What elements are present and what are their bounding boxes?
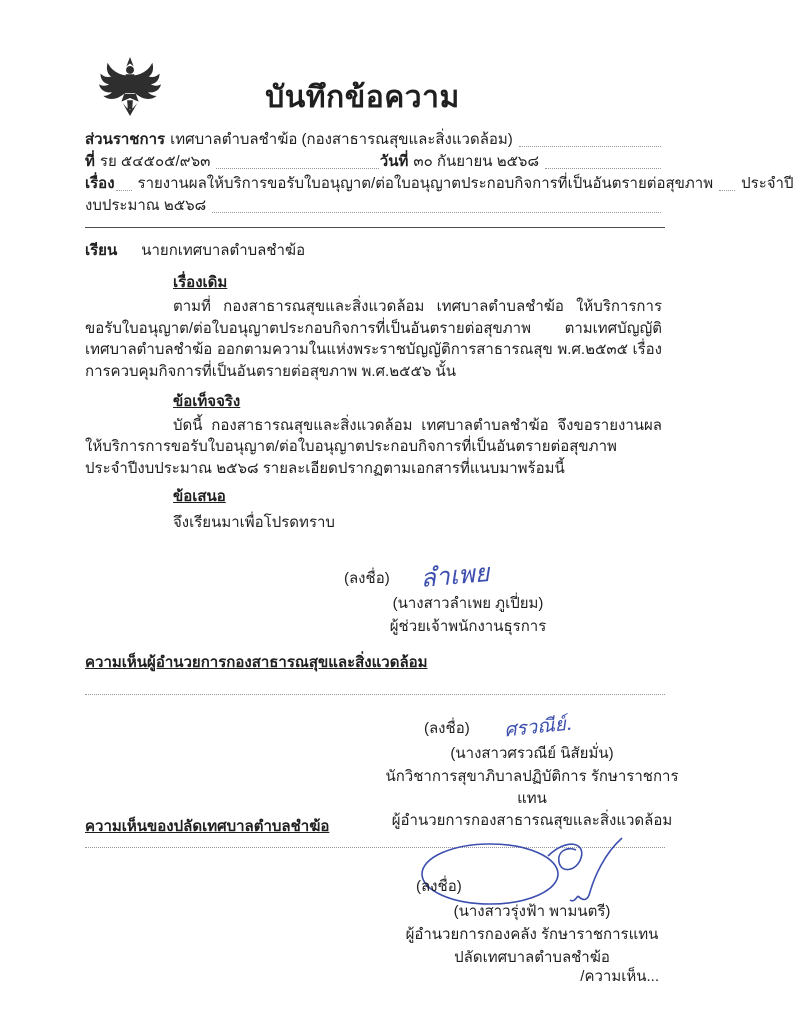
subject-row-2 bbox=[85, 195, 662, 217]
dotted-leader bbox=[116, 190, 132, 191]
signer-position-1: ผู้อำนวยการกองคลัง รักษาราชการแทน bbox=[405, 925, 659, 943]
handwritten-signature: ศรวณีย์. bbox=[502, 712, 573, 742]
header-divider bbox=[85, 227, 665, 228]
signer-name: (นางสาวรุ่งฟ้า พามนตรี) bbox=[453, 903, 611, 920]
subject-value: รายงานผลให้บริการขอรับใบอนุญาต/ต่อใบอนุญาตประกอบกิจการที่เป็นอันตรายต่อสุขภาพ bbox=[137, 175, 714, 193]
signer-position-1: นักวิชาการสุขาภิบาลปฏิบัติการ รักษาราชการแทน bbox=[385, 767, 679, 807]
salutation-row bbox=[85, 240, 305, 262]
closing-line: จึงเรียนมาเพื่อโปรดทราบ bbox=[173, 513, 335, 531]
signer-position-2: ปลัดเทศบาลตำบลชำฆ้อ bbox=[454, 948, 610, 966]
sign-row bbox=[338, 556, 598, 593]
signer-position: ผู้ช่วยเจ้าพนักงานธุรการ bbox=[389, 617, 547, 635]
subject-tail: ประจำปี bbox=[741, 175, 794, 193]
doc-number-label: ที่ bbox=[85, 153, 95, 171]
signer-position-2: ผู้อำนวยการกองสาธารณสุขและสิ่งแวดล้อม bbox=[391, 812, 673, 830]
dotted-leader bbox=[719, 190, 735, 191]
section3-heading: ข้อเสนอ bbox=[173, 487, 226, 505]
doc-number-value: รย ๕๔๕๐๕/๙๖๓ bbox=[99, 153, 211, 171]
header-fields bbox=[85, 129, 794, 217]
dotted-leader bbox=[216, 168, 378, 169]
dotted-leader bbox=[519, 146, 661, 147]
salutation-label: เรียน bbox=[85, 242, 118, 259]
signer-name: (นางสาวศรวณีย์ นิสัยมั่น) bbox=[450, 745, 614, 762]
subject-row bbox=[85, 173, 794, 195]
agency-label: ส่วนราชการ bbox=[85, 131, 166, 149]
signature-block-director bbox=[382, 710, 682, 832]
sign-row bbox=[382, 710, 682, 740]
agency-value: เทศบาลตำบลชำฆ้อ (กองสาธารณสุขและสิ่งแวดล้อม) bbox=[170, 131, 513, 149]
handwritten-signature: ลำเพย bbox=[418, 557, 491, 593]
sign-row bbox=[382, 872, 682, 898]
section1-heading: เรื่องเดิม bbox=[173, 274, 228, 291]
opinion1-dotted-line bbox=[85, 694, 665, 695]
subject-line2: งบประมาณ ๒๕๖๘ bbox=[85, 197, 207, 215]
dotted-leader bbox=[212, 212, 661, 213]
section1-paragraph: ตามที่ กองสาธารณสุขและสิ่งแวดล้อม เทศบาลตำบลชำฆ้อ ให้บริการการขอรับใบอนุญาต/ต่อใบอนุญาตประกอบกิจการที่เป็นอันตรายต่อสุขภาพ ตามเทศบัญญัติเทศบาลตำบลชำฆ้อ ออกตามความในแห่งพระราชบัญญัติการสาธารณสุข พ.ศ.๒๕๓๕ เรื่อง การควบคุมกิจการที่เป็นอันตรายต่อสุขภาพ พ.ศ.๒๕๕๖ นั้น bbox=[85, 297, 662, 380]
opinion2-heading: ความเห็นของปลัดเทศบาลตำบลชำฆ้อ bbox=[85, 818, 330, 835]
agency-row bbox=[85, 129, 662, 151]
signer-name: (นางสาวลำเพย ภูเปี่ยม) bbox=[392, 595, 544, 612]
sign-label: (ลงชื่อ) bbox=[424, 720, 470, 738]
signature-block-clerk bbox=[338, 556, 598, 638]
section2-paragraph: บัดนี้ กองสาธารณสุขและสิ่งแวดล้อม เทศบาลตำบลชำฆ้อ จึงขอรายงานผลให้บริการการขอรับใบอนุญาต/ต่อใบอนุญาตประกอบกิจการที่เป็นอันตรายต่อสุขภาพ ประจำปีงบประมาณ ๒๕๖๘ รายละเอียดปรากฏตามเอกสารที่แนบมาพร้อมนี้ bbox=[85, 416, 662, 477]
page-title: บันทึกข้อความ bbox=[265, 81, 460, 114]
date-label: วันที่ bbox=[379, 153, 409, 171]
number-date-row bbox=[85, 151, 662, 173]
date-value: ๓๐ กันยายน ๒๕๖๘ bbox=[413, 153, 540, 171]
opinion1-heading: ความเห็นผู้อำนวยการกองสาธารณสุขและสิ่งแวดล้อม bbox=[85, 654, 428, 671]
signature-block-municipal-clerk bbox=[382, 872, 682, 968]
dotted-leader bbox=[545, 168, 661, 169]
letter-body bbox=[85, 268, 662, 533]
sign-label: (ลงชื่อ) bbox=[416, 878, 462, 896]
section2-heading: ข้อเท็จจริง bbox=[173, 392, 241, 410]
salutation-value: นายกเทศบาลตำบลชำฆ้อ bbox=[141, 242, 306, 259]
continuation-note: /ความเห็น... bbox=[580, 968, 659, 985]
subject-label: เรื่อง bbox=[85, 175, 115, 193]
sign-label: (ลงชื่อ) bbox=[344, 570, 390, 588]
